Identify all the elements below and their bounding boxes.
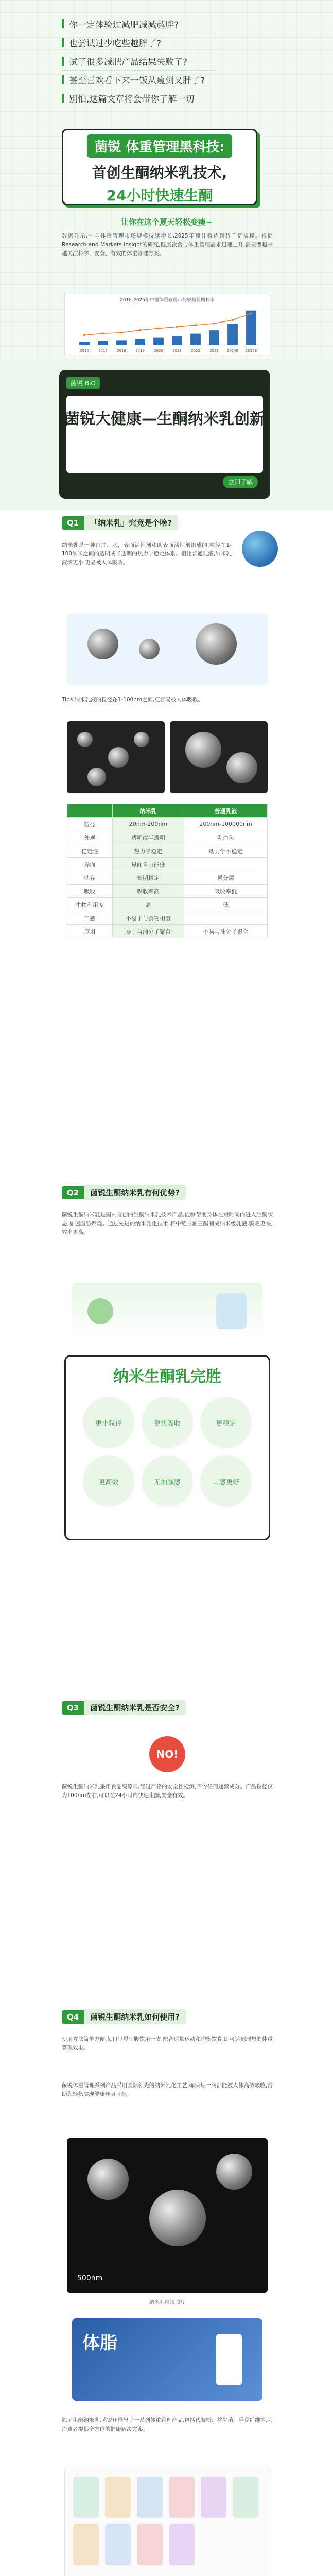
table-cell: 低 (184, 898, 268, 911)
table-cell: 易于与油分子聚合 (112, 925, 184, 938)
q4-paragraph2: 菌锐体重管理系列产品采用国际领先的纳米乳化工艺,确保每一滴都能被人体高效吸收,帮助您轻松实现健康瘦身目标。 (62, 2082, 273, 2097)
chart-tick-label: 2022 (191, 349, 200, 353)
question-item (62, 70, 216, 89)
nano-droplet (196, 623, 237, 665)
table-row (67, 858, 268, 871)
micro-particle (134, 732, 149, 747)
nano-droplet (139, 639, 160, 659)
chart-bar (135, 339, 145, 345)
chart-tick-label: 2023 (209, 349, 219, 353)
q1-tips: Tips:纳米乳液的粒径在1-100nm之间,更容易被人体吸收。 (62, 697, 203, 703)
chart-bar (227, 324, 238, 345)
q4-badge: Q4 (62, 2010, 84, 2024)
q1-badge: Q1 (62, 516, 84, 530)
market-chart (64, 294, 270, 355)
table-cell: 不易于与食物相溶 (112, 911, 184, 925)
feature-item: 更高效 (83, 1455, 134, 1507)
question-text: 也尝试过少吃些越胖了? (69, 39, 162, 49)
feature-item: 更小粒径 (83, 1397, 134, 1448)
question-item (62, 14, 216, 33)
chart-bar (153, 338, 164, 345)
question-text: 别怕,这篇文章将会带你了解一切 (69, 94, 195, 105)
table-row (67, 885, 268, 898)
table-cell: 热力学稳定 (112, 844, 184, 858)
feature-grid (66, 1386, 269, 1517)
table-cell: 长期稳定 (112, 871, 184, 885)
table-row (67, 911, 268, 925)
q2-badge: Q2 (62, 1186, 84, 1199)
micro-particle (226, 752, 257, 783)
table-header-cell: 纳米乳 (112, 804, 184, 818)
q4-paragraph1: 使用方法简单方便,每日早晨空腹饮用一支,配合适量运动和均衡饮食,即可达到理想的体重管理效果。 (62, 2036, 273, 2051)
brand-title: 菌锐大健康—生酮纳米乳创新 (64, 410, 265, 428)
q2-paragraph: 菌锐生酮纳米乳是国内首创的生酮纳米乳技术产品,能够帮助身体在短时间内进入生酮状态,加速脂肪燃烧。通过先进的纳米乳化技术,将中链甘油三酯制成纳米级乳液,吸收更快,效率更高。 (62, 1212, 273, 1235)
hero-title-line1: 菌锐 体重管理黑科技: (87, 134, 232, 158)
q1-question: 「纳米乳」究竟是个啥? (84, 515, 178, 530)
scale-label: 500nm (77, 2274, 103, 2282)
micro-particle (108, 747, 129, 768)
product-item (137, 2477, 163, 2518)
chart-tick-label: 2018 (117, 349, 126, 353)
product-item (105, 2477, 131, 2518)
chart-tick-label: 2017 (98, 349, 108, 353)
feature-item: 无油腻感 (142, 1455, 193, 1507)
micro-particle (216, 2154, 252, 2190)
table-cell: 口感 (67, 911, 113, 925)
table-header-row (67, 804, 268, 818)
product-item (233, 2477, 258, 2518)
chart-tick-label: 2021 (172, 349, 182, 353)
question-item (62, 33, 216, 52)
chart-bar (79, 342, 90, 345)
table-cell: 吸收 (67, 885, 113, 898)
micro-particle (185, 732, 221, 768)
q1-section (0, 510, 333, 1180)
hero-title-line2: 首创生酮纳米乳技术, (92, 164, 227, 181)
learn-more-button[interactable]: 立即了解 (223, 476, 258, 488)
table-row (67, 818, 268, 831)
brand-banner (0, 361, 333, 510)
q3-question: 菌锐生酮纳米乳是否安全? (84, 1700, 186, 1715)
question-text: 试了很多减肥产品结果失败了? (69, 57, 188, 67)
feature-item: 更稳定 (200, 1397, 252, 1448)
q3-header (62, 1700, 186, 1715)
image-caption: 纳米乳电镜照片 (149, 2300, 185, 2306)
table-cell: 粒径 (67, 818, 113, 831)
table-cell: 稳定性 (67, 844, 113, 858)
feature-item: 口感更好 (200, 1455, 252, 1507)
table-row (67, 898, 268, 911)
table-cell: 高 (112, 898, 184, 911)
bullet-mark (62, 94, 64, 103)
chart-bar (98, 341, 108, 345)
q3-badge: Q3 (62, 1701, 84, 1715)
question-item (62, 89, 216, 107)
q2-illustration (72, 1283, 262, 1340)
table-cell: 吸收率高 (112, 885, 184, 898)
question-text: 甚至喜欢看下来一饭从瘦到又胖了? (69, 76, 205, 86)
bullet-mark (62, 57, 64, 66)
q1-header (62, 515, 178, 530)
table-header-cell: 普通乳液 (184, 804, 268, 818)
product-item (73, 2477, 99, 2518)
table-cell: 不易与油分子聚合 (184, 925, 268, 938)
chart-bar (209, 330, 219, 345)
table-cell: 生物利用度 (67, 898, 113, 911)
q2-question: 菌锐生酮纳米乳有何优势? (84, 1185, 186, 1200)
nano-illustration (67, 613, 268, 685)
bottle-icon (216, 1293, 247, 1329)
hero-paragraph: 数据显示,中国体重管理市场规模持续增长,2025年预计将达到数千亿规模。根据 Research and Markets Insight的研究,健康饮食与体重管理需求迅速上升,消费者越来越关注科学、安全、有效的体重管理方案。 (62, 233, 273, 257)
table-row (67, 831, 268, 844)
bullet-mark (62, 75, 64, 84)
chart-line-series (84, 313, 251, 335)
table-cell (184, 858, 268, 871)
product-item (105, 2524, 131, 2565)
chart-tick-label: 2024E (226, 349, 239, 353)
q2-section (0, 1180, 333, 1695)
nano-droplet (87, 629, 118, 659)
product-lineup (64, 2468, 270, 2576)
chart-tick-label: 2025E (245, 349, 257, 353)
hero-subtitle: 让你在这个夏天轻松变瘦~ (120, 217, 213, 227)
product-name: 体脂 (82, 2333, 117, 2353)
table-cell (184, 911, 268, 925)
table-cell: 外观 (67, 831, 113, 844)
micrograph-emulsion (170, 721, 268, 793)
feature-item: 更快吸收 (142, 1397, 193, 1448)
q4-header (62, 2009, 186, 2024)
no-badge: NO! (149, 1736, 185, 1772)
leaf-icon (87, 1298, 113, 1324)
chart-title: 2016-2025年中国体重管理市场规模及增长率 (119, 298, 215, 303)
brand-tag: 菌锐 BiO (66, 377, 100, 389)
chart-bar (116, 340, 127, 345)
product-item (137, 2524, 163, 2565)
table-cell: 界面 (67, 858, 113, 871)
product-bottle-icon (216, 2334, 242, 2385)
chart-bar (246, 311, 256, 345)
advantage-card-title: 纳米生酮乳完胜 (113, 1368, 221, 1386)
micro-particle (77, 732, 93, 747)
hero-title-card (62, 129, 257, 205)
micrograph-nano (67, 721, 165, 793)
table-row (67, 844, 268, 858)
brand-card (59, 370, 270, 499)
q3-paragraph: 菌锐生酮纳米乳采用食品级原料,经过严格的安全性检测,不含任何违禁成分。产品粒径仅为100nm左右,可以在24小时内快速生酮,安全有效。 (62, 1784, 273, 1799)
table-cell: 透明或半透明 (112, 831, 184, 844)
chart-tick-label: 2016 (80, 349, 89, 353)
chart-tick-label: 2020 (154, 349, 163, 353)
product-item (169, 2477, 195, 2518)
table-row (67, 871, 268, 885)
chart-bar (190, 334, 201, 345)
q4-section (0, 2004, 333, 2576)
globe-icon (242, 531, 278, 567)
q4-question: 菌锐生酮纳米乳如何使用? (84, 2009, 186, 2024)
micro-particle (87, 2159, 129, 2200)
hero-section (0, 0, 333, 361)
electron-micrograph (67, 2138, 268, 2293)
product-item (73, 2524, 99, 2565)
comparison-table (67, 804, 268, 938)
product-grid (65, 2468, 270, 2573)
table-cell: 20nm-200nm (112, 818, 184, 831)
product-banner (72, 2318, 262, 2401)
product-item (169, 2524, 195, 2565)
table-cell: 吸收率低 (184, 885, 268, 898)
chart-svg (65, 303, 271, 354)
product-item (201, 2477, 226, 2518)
chart-tick-label: 2019 (135, 349, 145, 353)
hero-title-line3: 24小时快速生酮 (106, 187, 213, 204)
question-item (62, 52, 216, 70)
table-cell: 界面自由能低 (112, 858, 184, 871)
table-header-cell (67, 804, 113, 818)
table-cell: 乳白色 (184, 831, 268, 844)
q3-section (0, 1695, 333, 2004)
table-cell: 动力学不稳定 (184, 844, 268, 858)
bullet-mark (62, 38, 64, 47)
table-cell: 200nm-100000nm (184, 818, 268, 831)
micro-particle (87, 768, 106, 786)
table-row (67, 925, 268, 938)
chart-bar (172, 336, 182, 345)
q4-paragraph3: 除了生酮纳米乳,菌锐还推出了一系列体重管理产品,包括代餐粉、益生菌、膳食纤维等,为消费者提供全方位的健康解决方案。 (62, 2417, 273, 2432)
question-text: 你一定体验过减肥减减越胖? (69, 20, 179, 30)
bullet-mark (62, 19, 64, 28)
question-list (62, 14, 216, 107)
micro-particle (149, 2190, 206, 2246)
advantage-card (64, 1355, 270, 1540)
q2-header (62, 1185, 186, 1200)
table-cell: 储存 (67, 871, 113, 885)
table-cell: 应用 (67, 925, 113, 938)
q1-paragraph: 纳米乳是一种由油、水、表面活性剂和助表面活性剂组成的,粒径在1-100纳米之间的透明或半透明的热力学稳定体系。相比普通乳液,纳米乳液滴更小,更易被人体吸收。 (62, 542, 232, 566)
table-cell: 易分层 (184, 871, 268, 885)
